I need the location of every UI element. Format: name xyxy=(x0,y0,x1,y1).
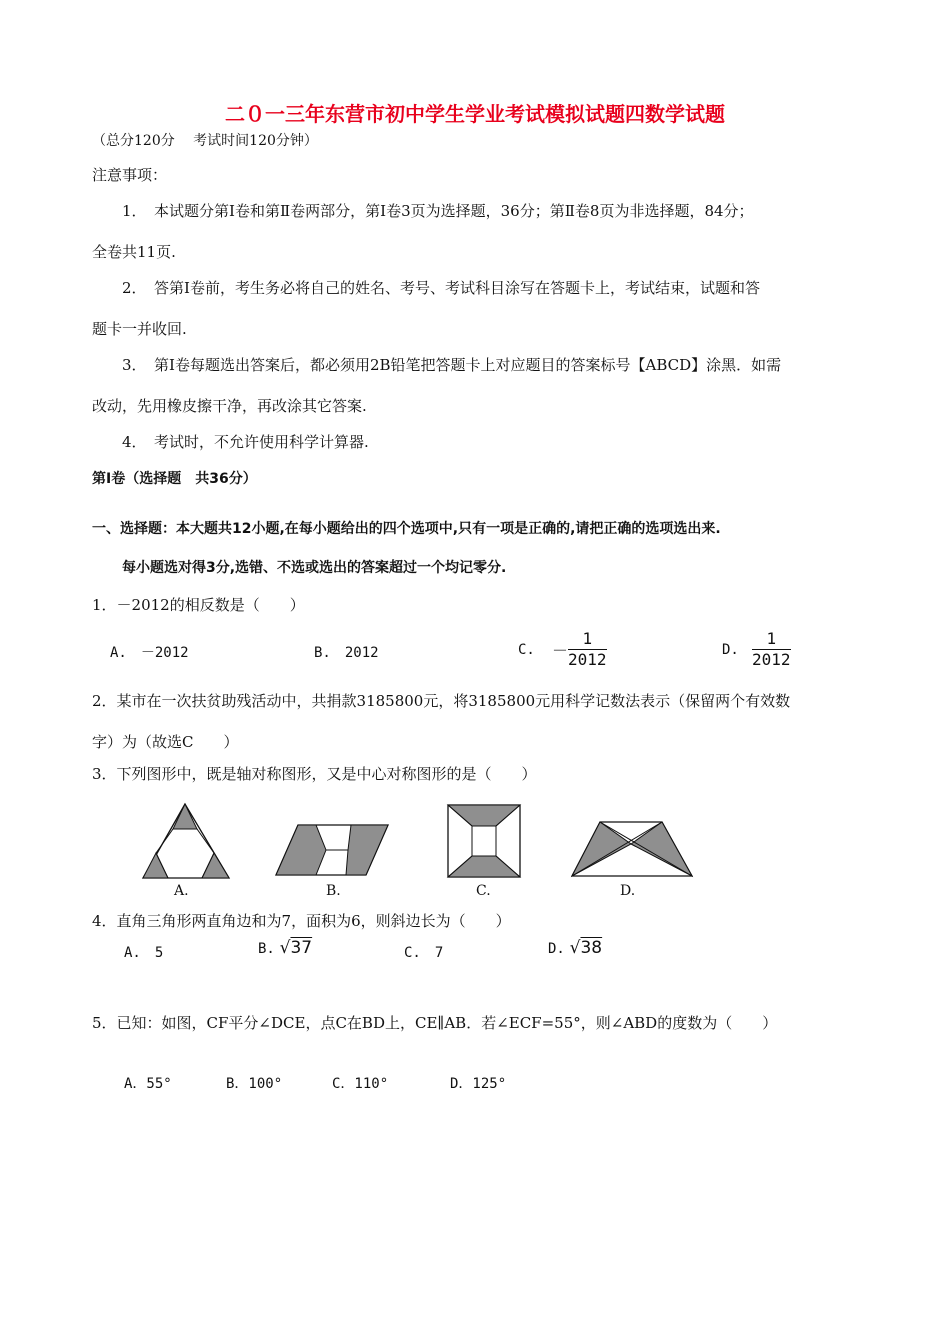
exam-info: （总分120分 考试时间120分钟） xyxy=(92,133,318,149)
notice-2-line1: 2． 答第Ⅰ卷前，考生务必将自己的姓名、考号、考试科目涂写在答题卡上，考试结束，试题和答 xyxy=(122,279,760,297)
notice-1-line2: 全卷共11页. xyxy=(92,243,176,261)
notice-heading: 注意事项： xyxy=(92,166,168,184)
notice-2-line2: 题卡一并收回. xyxy=(92,320,187,338)
square-root: √38 xyxy=(569,938,603,958)
question-5-option-d: D．125° xyxy=(450,1076,507,1092)
question-1-option-d-label: D. xyxy=(722,642,739,658)
minus-sign: － xyxy=(552,641,569,660)
question-1-option-c xyxy=(552,630,607,669)
figure-a-label: A. xyxy=(174,883,189,899)
option-label: B. xyxy=(258,941,275,957)
question-1-stem: 1．－2012的相反数是（ ） xyxy=(92,596,305,614)
option-label: D. xyxy=(548,941,565,957)
question-5-option-c: C．110° xyxy=(332,1076,389,1092)
notice-3-line1: 3． 第Ⅰ卷每题选出答案后，都必须用2B铅笔把答题卡上对应题目的答案标号【ABCD】涂黑．如需 xyxy=(122,356,782,374)
fraction xyxy=(568,630,607,669)
figure-b xyxy=(276,800,396,900)
shaded-top-corner xyxy=(173,804,197,829)
page-title: 二０一三年东营市初中学生学业考试模拟试题四数学试题 xyxy=(225,102,725,126)
shaded-right-part xyxy=(346,825,388,875)
section-title: 第Ⅰ卷（选择题 共36分） xyxy=(92,471,257,487)
question-2-line1: 2．某市在一次扶贫助残活动中，共捐款3185800元，将3185800元用科学记数法表示（保留两个有效数 xyxy=(92,692,791,710)
question-4-option-a: A. 5 xyxy=(124,945,164,961)
question-1-option-d xyxy=(752,630,791,669)
figure-a xyxy=(140,800,240,900)
fraction xyxy=(752,630,791,669)
shaded-left-part xyxy=(276,825,326,875)
radicand: 37 xyxy=(290,938,313,958)
figure-c-label: C. xyxy=(476,883,491,899)
question-3-stem: 3．下列图形中，既是轴对称图形，又是中心对称图形的是（ ） xyxy=(92,765,537,783)
notice-3-line2: 改动，先用橡皮擦干净，再改涂其它答案. xyxy=(92,397,367,415)
question-1-option-c-label: C. xyxy=(518,642,535,658)
question-4-option-d xyxy=(548,938,602,958)
question-5-option-a: A．55° xyxy=(124,1076,172,1092)
numerator: 1 xyxy=(752,630,791,650)
question-1-option-b: B. 2012 xyxy=(314,645,379,661)
denominator: 2012 xyxy=(752,650,791,669)
square-root: √37 xyxy=(279,938,313,958)
denominator: 2012 xyxy=(568,650,607,669)
figure-c xyxy=(446,800,536,900)
question-1-option-a: A. －2012 xyxy=(110,645,189,661)
question-5-option-b: B．100° xyxy=(226,1076,283,1092)
radicand: 38 xyxy=(580,938,603,958)
question-5-stem: 5．已知：如图，CF平分∠DCE，点C在BD上，CE∥AB．若∠ECF=55°，则∠ABD的度数为（ ） xyxy=(92,1014,778,1032)
question-4-option-c: C. 7 xyxy=(404,945,444,961)
notice-4: 4． 考试时，不允许使用科学计算器. xyxy=(122,433,369,451)
figure-d-label: D. xyxy=(620,883,636,899)
question-4-stem: 4．直角三角形两直角边和为7，面积为6，则斜边长为（ ） xyxy=(92,912,511,930)
notice-1-line1: 1． 本试题分第Ⅰ卷和第Ⅱ卷两部分，第Ⅰ卷3页为选择题，36分；第Ⅱ卷8页为非选择题，84分； xyxy=(122,202,754,220)
numerator: 1 xyxy=(568,630,607,650)
figure-d xyxy=(570,800,700,900)
question-2-line2: 字）为（故选C ） xyxy=(92,733,239,751)
question-4-option-b xyxy=(258,938,312,958)
part-heading: 一、选择题：本大题共12小题,在每小题给出的四个选项中,只有一项是正确的,请把正确的选项选出来. xyxy=(92,521,721,537)
figure-b-label: B. xyxy=(326,883,341,899)
part-scoring-note: 每小题选对得3分,选错、不选或选出的答案超过一个均记零分. xyxy=(122,560,507,576)
